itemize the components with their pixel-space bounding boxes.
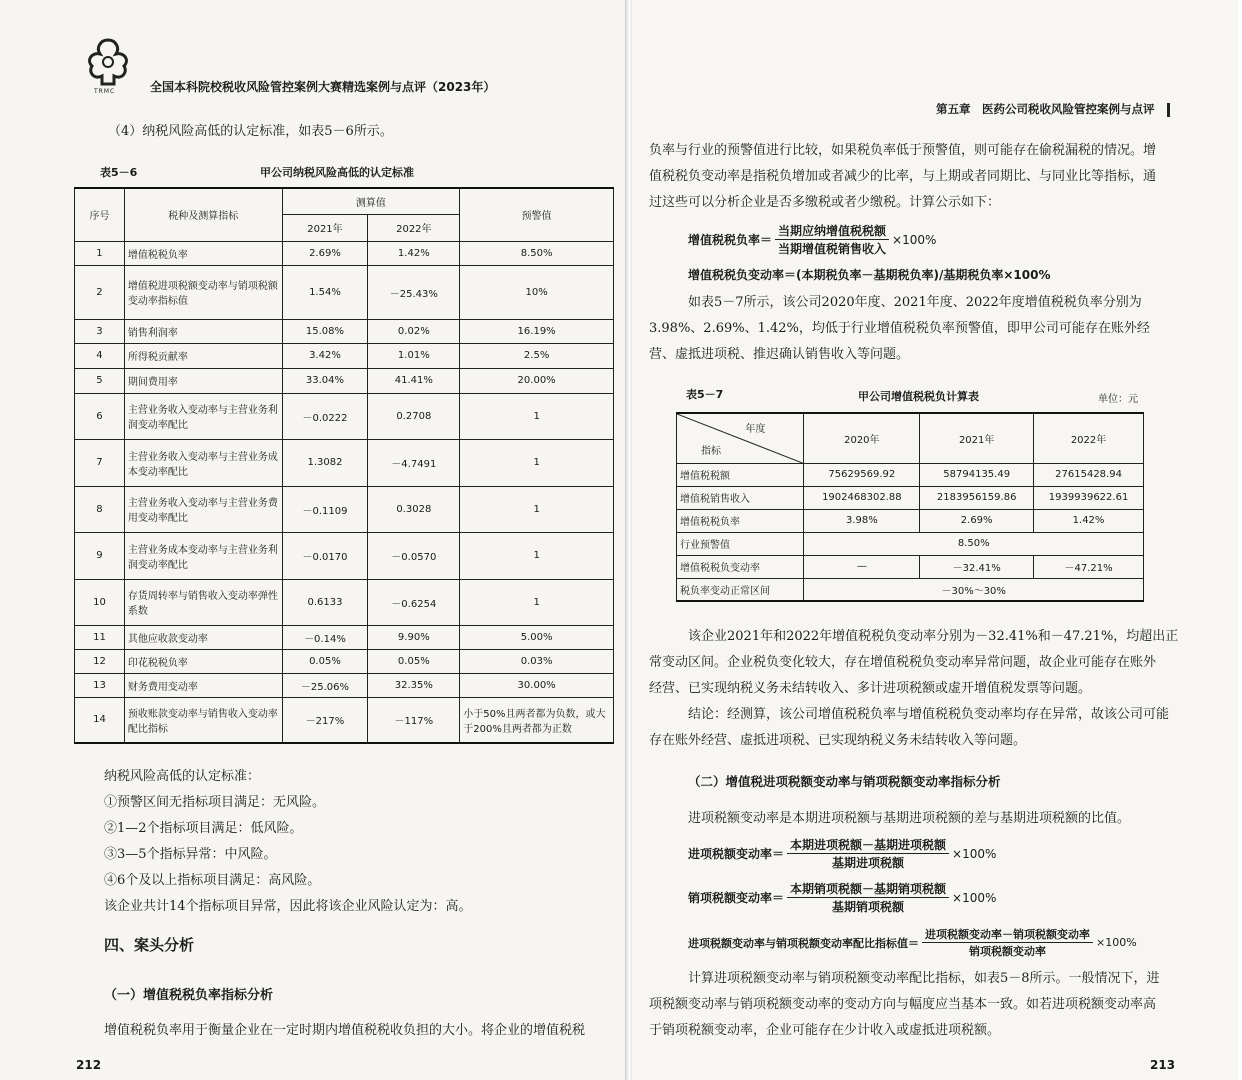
cell-2022: 1939939622.61: [1034, 486, 1144, 509]
table-row: [75, 343, 614, 368]
formula-numerator: 本期销项税额－基期销项税额: [787, 880, 949, 898]
cell-2020: 75629569.92: [804, 463, 920, 486]
subsection-heading: （二）增值税进项税额变动率与销项税额变动率指标分析: [688, 774, 1001, 789]
cell-2021: －0.1109: [282, 486, 368, 532]
paragraph-line: 经营、已实现纳税义务未结转收入、多计进项税额或虚开增值税发票等问题。: [649, 681, 1092, 696]
cell-2021: －0.14%: [282, 625, 368, 649]
cell-no: 12: [75, 649, 125, 673]
year-2021-header: 2021年: [920, 413, 1034, 463]
cell-2020: —: [804, 555, 920, 578]
cell-indicator: 增值税税额: [677, 463, 804, 486]
cell-warning: 5.00%: [460, 625, 614, 649]
table-row: [75, 368, 614, 393]
cell-no: 14: [75, 697, 125, 743]
cell-indicator: 存货周转率与销售收入变动率弹性系数: [124, 579, 282, 625]
cell-warning: 1: [460, 439, 614, 486]
cell-2021: 0.05%: [282, 649, 368, 673]
subsection-heading: （一）增值税税负率指标分析: [104, 988, 274, 1003]
paragraph-line: 于销项税额变动率，企业可能存在少计收入或虚抵进项税额。: [649, 1023, 1001, 1038]
formula-fraction: [787, 880, 949, 915]
cell-2021: －25.06%: [282, 673, 368, 697]
formula-ratio-indicator: [688, 926, 1137, 959]
table-5-7: [676, 412, 1144, 602]
table-title: 甲公司纳税风险高低的认定标准: [260, 166, 414, 179]
header-measure: 测算值: [282, 188, 460, 214]
cell-2021: 15.08%: [282, 319, 368, 343]
book-gutter: [625, 0, 632, 1080]
corner-indicator-label: 指标: [701, 445, 721, 457]
cell-warning: 1: [460, 393, 614, 439]
paragraph-line: 进项税额变动率是本期进项税额与基期进项税额的差与基期进项税额的比值。: [688, 811, 1131, 826]
formula-fraction: [787, 836, 949, 871]
cell-2021: 33.04%: [282, 368, 368, 393]
criteria-item: ①预警区间无指标项目满足：无风险。: [104, 795, 326, 810]
paragraph-line: 结论：经测算，该公司增值税税负率与增值税税负变动率均存在异常，故该公司可能: [688, 707, 1170, 722]
cell-indicator: 其他应收款变动率: [124, 625, 282, 649]
cell-indicator: 增值税税负变动率: [677, 555, 804, 578]
cell-2022: －4.7491: [368, 439, 460, 486]
cell-2022: －0.6254: [368, 579, 460, 625]
table-row: [677, 509, 1144, 532]
cell-no: 2: [75, 265, 125, 319]
table-title: 甲公司增值税税负计算表: [858, 390, 979, 403]
cell-warning: 小于50%且两者都为负数，或大于200%且两者都为正数: [460, 697, 614, 743]
formula-numerator: 进项税额变动率－销项税额变动率: [922, 926, 1093, 943]
cell-2022: －25.43%: [368, 265, 460, 319]
cell-no: 5: [75, 368, 125, 393]
cell-indicator: 增值税销售收入: [677, 486, 804, 509]
formula-numerator: 当期应纳增值税税额: [775, 222, 889, 240]
paragraph-line: 项税额变动率与销项税额变动率的变动方向与幅度应当基本一致。如若进项税额变动率高: [649, 997, 1157, 1012]
cell-2021: －217%: [282, 697, 368, 743]
cell-indicator: 增值税进项税额变动率与销项税额变动率指标值: [124, 265, 282, 319]
cell-no: 3: [75, 319, 125, 343]
cell-indicator: 主营业务收入变动率与主营业务成本变动率配比: [124, 439, 282, 486]
cell-warning: 1: [460, 532, 614, 579]
cell-no: 6: [75, 393, 125, 439]
cell-2021: 2183956159.86: [920, 486, 1034, 509]
cell-2020: 1902468302.88: [804, 486, 920, 509]
cell-2021: 1.54%: [282, 265, 368, 319]
cell-no: 9: [75, 532, 125, 579]
cell-indicator: 主营业务收入变动率与主营业务费用变动率配比: [124, 486, 282, 532]
cell-2021: 2.69%: [282, 241, 368, 265]
criteria-title: 纳税风险高低的认定标准：: [104, 769, 261, 784]
cell-indicator: 增值税税负率: [677, 509, 804, 532]
table-row: [75, 532, 614, 579]
cell-warning: 1: [460, 579, 614, 625]
header-indicator: 税种及测算指标: [124, 188, 282, 241]
cell-warning: 10%: [460, 265, 614, 319]
table-row: [75, 673, 614, 697]
formula-fraction: [922, 926, 1093, 959]
formula-fraction: [775, 222, 889, 257]
table-row: [75, 439, 614, 486]
paragraph-line: 常变动区间。企业税负变化较大，存在增值税税负变动率异常问题，故企业可能存在账外: [649, 655, 1157, 670]
formula-tail: ×100%: [1096, 936, 1137, 949]
header-2022: 2022年: [368, 214, 460, 241]
cell-industry-value: 8.50%: [804, 532, 1144, 555]
running-header: [936, 101, 1170, 117]
header-warning: 预警值: [460, 188, 614, 241]
cell-2022: －117%: [368, 697, 460, 743]
criteria-item: ③3—5个指标异常：中风险。: [104, 847, 277, 862]
cell-warning: 2.5%: [460, 343, 614, 368]
formula-tail: ×100%: [952, 890, 997, 905]
cell-indicator: 印花税税负率: [124, 649, 282, 673]
paragraph-line: 负率与行业的预警值进行比较，如果税负率低于预警值，则可能存在偷税漏税的情况。增: [649, 143, 1157, 158]
table-row: [677, 463, 1144, 486]
cell-indicator: 财务费用变动率: [124, 673, 282, 697]
cell-no: 7: [75, 439, 125, 486]
cell-2021: 2.69%: [920, 509, 1034, 532]
cell-indicator: 行业预警值: [677, 532, 804, 555]
cell-2020: 3.98%: [804, 509, 920, 532]
paragraph-line: 增值税税负率用于衡量企业在一定时期内增值税税收负担的大小。将企业的增值税税: [104, 1023, 586, 1038]
cell-no: 10: [75, 579, 125, 625]
table-row: [75, 319, 614, 343]
formula-output-tax-change: [688, 880, 996, 915]
cell-2022: 9.90%: [368, 625, 460, 649]
cell-warning: 8.50%: [460, 241, 614, 265]
formula-vat-change: 增值税税负变动率＝(本期税负率－基期税负率)/基期税负率×100%: [688, 268, 1051, 282]
cell-2022: 1.42%: [368, 241, 460, 265]
cell-2022: －47.21%: [1034, 555, 1144, 578]
header-no: 序号: [75, 188, 125, 241]
cell-2021: 58794135.49: [920, 463, 1034, 486]
formula-label: 销项税额变动率＝: [688, 891, 785, 905]
cell-2022: 32.35%: [368, 673, 460, 697]
cell-warning: 1: [460, 486, 614, 532]
table-row: [677, 532, 1144, 555]
cell-no: 13: [75, 673, 125, 697]
page-number: 212: [76, 1058, 102, 1072]
diagonal-header-cell: [677, 413, 804, 463]
cell-indicator: 销售利润率: [124, 319, 282, 343]
table-row: [75, 393, 614, 439]
header-bar: [1167, 103, 1170, 117]
table-row: [75, 649, 614, 673]
running-header: 全国本科院校税收风险管控案例大赛精选案例与点评（2023年）: [150, 80, 496, 94]
cell-2021: 0.6133: [282, 579, 368, 625]
table-5-6: [74, 187, 614, 744]
cell-2022: 1.42%: [1034, 509, 1144, 532]
cell-2021: 1.3082: [282, 439, 368, 486]
cell-no: 8: [75, 486, 125, 532]
paragraph-line: 过这些可以分析企业是否多缴税或者少缴税。计算公示如下：: [649, 195, 1001, 210]
formula-label: 进项税额变动率＝: [688, 847, 785, 861]
year-2020-header: 2020年: [804, 413, 920, 463]
logo: [80, 36, 136, 98]
formula-denominator: 基期进项税额: [832, 856, 905, 870]
cell-2022: 0.3028: [368, 486, 460, 532]
cell-warning: 16.19%: [460, 319, 614, 343]
criteria-item: ④6个及以上指标项目满足：高风险。: [104, 873, 321, 888]
section-heading: 四、案头分析: [104, 936, 195, 954]
right-page: [632, 0, 1238, 1080]
formula-denominator: 基期销项税额: [832, 900, 905, 914]
cell-2022: 0.2708: [368, 393, 460, 439]
table-row: [75, 579, 614, 625]
cell-indicator: 所得税贡献率: [124, 343, 282, 368]
cell-normal-range: －30%～30%: [804, 578, 1144, 601]
cell-no: 4: [75, 343, 125, 368]
cell-2022: 0.02%: [368, 319, 460, 343]
formula-denominator: 销项税额变动率: [969, 945, 1046, 958]
cell-warning: 0.03%: [460, 649, 614, 673]
formula-tail: ×100%: [952, 846, 997, 861]
formula-numerator: 本期进项税额－基期进项税额: [787, 836, 949, 854]
cell-indicator: 税负率变动正常区间: [677, 578, 804, 601]
cell-2022: －0.0570: [368, 532, 460, 579]
table-label: 表5－7: [686, 388, 724, 401]
formula-label: 增值税税负率＝: [688, 233, 773, 247]
diagonal-line: [677, 414, 805, 464]
table-row: [75, 697, 614, 743]
cell-2021: －0.0222: [282, 393, 368, 439]
paragraph-line: 如表5－7所示，该公司2020年度、2021年度、2022年度增值税税负率分别为: [688, 295, 1142, 310]
criteria-item: ②1—2个指标项目满足：低风险。: [104, 821, 303, 836]
table-row: [75, 486, 614, 532]
cell-2022: 1.01%: [368, 343, 460, 368]
cell-2021: －0.0170: [282, 532, 368, 579]
risk-conclusion: 该企业共计14个指标项目异常，因此将该企业风险认定为：高。: [104, 899, 472, 914]
paragraph-line: 值税税负变动率是指税负增加或者减少的比率，与上期或者同期比、与同业比等指标，通: [649, 169, 1157, 184]
paragraph-line: 计算进项税额变动率与销项税额变动率配比指标，如表5－8所示。一般情况下，进: [688, 971, 1160, 986]
header-2021: 2021年: [282, 214, 368, 241]
formula-label: 进项税额变动率与销项税额变动率配比指标值＝: [688, 936, 919, 950]
cell-2022: 27615428.94: [1034, 463, 1144, 486]
table-unit: 单位：元: [1098, 394, 1138, 405]
table-row: [75, 265, 614, 319]
cell-indicator: 预收账款变动率与销售收入变动率配比指标: [124, 697, 282, 743]
page-number: 213: [1150, 1058, 1176, 1072]
logo-text: TRMC: [94, 88, 116, 95]
cell-indicator: 期间费用率: [124, 368, 282, 393]
paragraph-line: 该企业2021年和2022年增值税税负变动率分别为－32.41%和－47.21%，均超出正: [688, 629, 1179, 644]
paragraph-line: 营、虚抵进项税、推迟确认销售收入等问题。: [649, 347, 910, 362]
year-2022-header: 2022年: [1034, 413, 1144, 463]
paragraph-line: 3.98%、2.69%、1.42%，均低于行业增值税税负率预警值，即甲公司可能存在账外经: [649, 321, 1150, 336]
table-row: [677, 486, 1144, 509]
cell-2022: 0.05%: [368, 649, 460, 673]
corner-year-label: 年度: [745, 424, 766, 435]
table-row: [677, 555, 1144, 578]
table-label: 表5－6: [100, 166, 138, 179]
formula-denominator: 当期增值税销售收入: [778, 242, 887, 256]
running-header-text: 第五章 医药公司税收风险管控案例与点评: [936, 102, 1155, 116]
cell-no: 11: [75, 625, 125, 649]
intro-line: （4）纳税风险高低的认定标准，如表5－6所示。: [108, 124, 393, 139]
cell-2021: 3.42%: [282, 343, 368, 368]
cell-indicator: 主营业务成本变动率与主营业务利润变动率配比: [124, 532, 282, 579]
logo-emblem-icon: [80, 36, 136, 86]
cell-indicator: 主营业务收入变动率与主营业务利润变动率配比: [124, 393, 282, 439]
formula-vat-burden: [688, 222, 936, 257]
paragraph-line: 存在账外经营、虚抵进项税、已实现纳税义务未结转收入等问题。: [649, 733, 1027, 748]
table-row: [75, 625, 614, 649]
cell-2021: －32.41%: [920, 555, 1034, 578]
cell-warning: 30.00%: [460, 673, 614, 697]
cell-2022: 41.41%: [368, 368, 460, 393]
formula-input-tax-change: [688, 836, 996, 871]
cell-warning: 20.00%: [460, 368, 614, 393]
cell-indicator: 增值税税负率: [124, 241, 282, 265]
table-row: [677, 578, 1144, 601]
table-row: [75, 241, 614, 265]
cell-no: 1: [75, 241, 125, 265]
formula-tail: ×100%: [892, 232, 937, 247]
